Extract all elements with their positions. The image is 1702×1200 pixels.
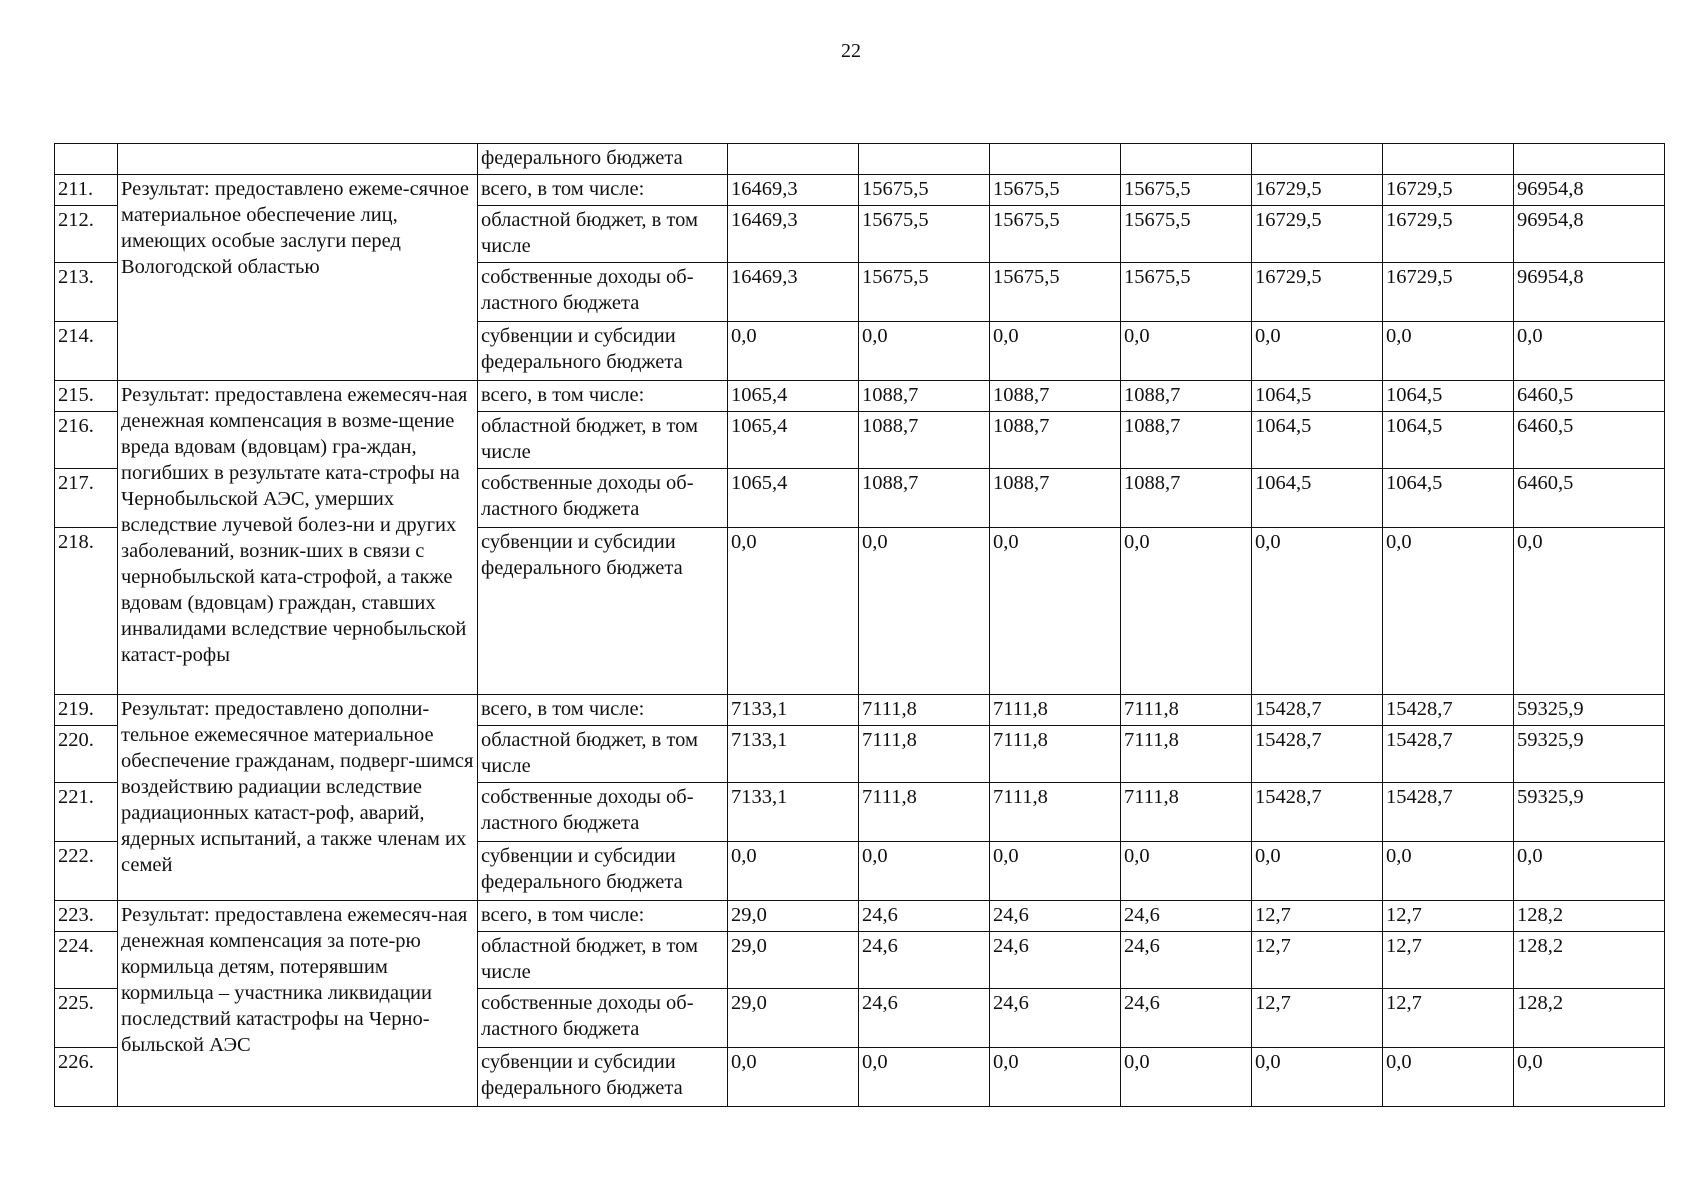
value-cell: 15675,5 <box>990 175 1121 206</box>
value-cell: 1064,5 <box>1252 412 1383 469</box>
value-cell: 1064,5 <box>1252 381 1383 412</box>
value-cell: 1064,5 <box>1383 469 1514 528</box>
value-cell: 0,0 <box>1121 842 1252 901</box>
value-cell: 15675,5 <box>859 175 990 206</box>
value-cell: 16469,3 <box>728 175 859 206</box>
row-number: 224. <box>55 932 118 989</box>
value-cell: 0,0 <box>990 842 1121 901</box>
value-cell: 0,0 <box>728 1048 859 1107</box>
value-cell: 0,0 <box>728 322 859 381</box>
row-number: 225. <box>55 989 118 1048</box>
value-cell: 15675,5 <box>1121 206 1252 263</box>
result-description: Результат: предоставлена ежемесяч-ная денежная компенсация за поте-рю кормильца детям, потерявшим кормильца – участника ликвидации последствий катастрофы на Черно-быльской АЭС <box>118 901 478 1107</box>
value-cell: 24,6 <box>990 901 1121 932</box>
value-cell: 15428,7 <box>1383 783 1514 842</box>
value-cell: 29,0 <box>728 989 859 1048</box>
value-cell: 0,0 <box>1252 842 1383 901</box>
value-cell: 24,6 <box>859 989 990 1048</box>
value-cell: 29,0 <box>728 901 859 932</box>
value-cell: 0,0 <box>859 842 990 901</box>
value-cell: 7111,8 <box>990 726 1121 783</box>
value-cell: 12,7 <box>1383 989 1514 1048</box>
value-cell: 96954,8 <box>1514 263 1665 322</box>
value-cell: 0,0 <box>1514 322 1665 381</box>
value-cell: 16729,5 <box>1252 263 1383 322</box>
funding-source-label: субвенции и субсидии федерального бюджета <box>478 528 728 695</box>
value-cell: 0,0 <box>728 842 859 901</box>
value-cell: 6460,5 <box>1514 469 1665 528</box>
value-cell: 12,7 <box>1252 901 1383 932</box>
row-number: 213. <box>55 263 118 322</box>
value-cell: 24,6 <box>1121 901 1252 932</box>
value-cell: 7133,1 <box>728 695 859 726</box>
row-number: 220. <box>55 726 118 783</box>
value-cell: 7111,8 <box>859 695 990 726</box>
value-cell: 128,2 <box>1514 932 1665 989</box>
value-cell: 15675,5 <box>990 206 1121 263</box>
value-cell: 59325,9 <box>1514 726 1665 783</box>
value-cell: 7133,1 <box>728 726 859 783</box>
row-number: 214. <box>55 322 118 381</box>
row-number: 216. <box>55 412 118 469</box>
value-cell: 24,6 <box>859 932 990 989</box>
value-cell: 1065,4 <box>728 469 859 528</box>
value-cell: 29,0 <box>728 932 859 989</box>
value-cell: 16729,5 <box>1252 206 1383 263</box>
value-cell: 15428,7 <box>1252 695 1383 726</box>
row-number: 221. <box>55 783 118 842</box>
value-cell: 12,7 <box>1383 932 1514 989</box>
value-cell: 16729,5 <box>1383 175 1514 206</box>
funding-source-label: субвенции и субсидии федерального бюджета <box>478 1048 728 1107</box>
value-cell: 0,0 <box>990 322 1121 381</box>
value-cell: 24,6 <box>1121 932 1252 989</box>
value-cell: 15428,7 <box>1252 783 1383 842</box>
funding-source-label: всего, в том числе: <box>478 175 728 206</box>
page-number: 22 <box>841 40 861 62</box>
row-number: 226. <box>55 1048 118 1107</box>
value-cell: 24,6 <box>859 901 990 932</box>
value-cell: 15428,7 <box>1252 726 1383 783</box>
value-cell: 0,0 <box>1121 1048 1252 1107</box>
description-cell <box>118 144 478 175</box>
funding-source-label: областной бюджет, в том числе <box>478 412 728 469</box>
value-cell: 0,0 <box>1121 528 1252 695</box>
num-cell <box>55 144 118 175</box>
funding-source-label: областной бюджет, в том числе <box>478 932 728 989</box>
result-description: Результат: предоставлено ежеме-сячное материальное обеспечение лиц, имеющих особые заслуги перед Вологодской областью <box>118 175 478 381</box>
funding-source-label: собственные доходы об-ластного бюджета <box>478 783 728 842</box>
value-cell: 15675,5 <box>990 263 1121 322</box>
value-cell: 1088,7 <box>1121 412 1252 469</box>
row-number: 222. <box>55 842 118 901</box>
value-cell: 15428,7 <box>1383 726 1514 783</box>
result-description: Результат: предоставлена ежемесяч-ная денежная компенсация в возме-щение вреда вдовам (вдовцам) гра-ждан, погибших в результате ката-строфы на Чернобыльской АЭС, умерших вследствие лучевой болез-ни и других заболеваний, возник-ших в связи с чернобыльской ката-строфой, а также вдовам (вдовцам) граждан, ставших инвалидами вследствие чернобыльской катаст-рофы <box>118 381 478 695</box>
value-cell: 0,0 <box>1383 322 1514 381</box>
value-cell: 0,0 <box>1252 1048 1383 1107</box>
value-cell: 1064,5 <box>1383 381 1514 412</box>
value-cell: 96954,8 <box>1514 175 1665 206</box>
value-cell: 12,7 <box>1383 901 1514 932</box>
table-row <box>55 695 1665 726</box>
funding-source-label: всего, в том числе: <box>478 901 728 932</box>
value-cell: 1065,4 <box>728 381 859 412</box>
funding-source-label: собственные доходы об-ластного бюджета <box>478 469 728 528</box>
value-cell: 16729,5 <box>1383 206 1514 263</box>
table-row <box>55 381 1665 412</box>
value-cell: 7111,8 <box>990 695 1121 726</box>
value-cell: 16729,5 <box>1252 175 1383 206</box>
value-cell: 1088,7 <box>859 412 990 469</box>
value-cell: 1088,7 <box>990 412 1121 469</box>
table-row <box>55 901 1665 932</box>
value-cell <box>1252 144 1383 175</box>
row-number: 218. <box>55 528 118 695</box>
value-cell: 0,0 <box>1252 322 1383 381</box>
value-cell: 59325,9 <box>1514 695 1665 726</box>
value-cell: 0,0 <box>859 322 990 381</box>
value-cell: 12,7 <box>1252 932 1383 989</box>
result-description: Результат: предоставлено дополни-тельное ежемесячное материальное обеспечение гражданам, подверг-шимся воздействию радиации вследствие радиационных катаст-роф, аварий, ядерных испытаний, а также членам их семей <box>118 695 478 901</box>
value-cell: 7111,8 <box>1121 726 1252 783</box>
budget-table <box>54 143 1665 1107</box>
value-cell: 7133,1 <box>728 783 859 842</box>
value-cell: 0,0 <box>728 528 859 695</box>
funding-source-label: областной бюджет, в том числе <box>478 726 728 783</box>
value-cell: 16729,5 <box>1383 263 1514 322</box>
value-cell: 24,6 <box>1121 989 1252 1048</box>
value-cell: 1088,7 <box>859 381 990 412</box>
value-cell: 0,0 <box>1121 322 1252 381</box>
value-cell: 15675,5 <box>859 206 990 263</box>
value-cell: 0,0 <box>1514 528 1665 695</box>
value-cell: 24,6 <box>990 989 1121 1048</box>
value-cell: 96954,8 <box>1514 206 1665 263</box>
row-number: 215. <box>55 381 118 412</box>
value-cell: 7111,8 <box>990 783 1121 842</box>
value-cell: 7111,8 <box>859 726 990 783</box>
value-cell: 7111,8 <box>1121 695 1252 726</box>
value-cell: 15428,7 <box>1383 695 1514 726</box>
value-cell: 1088,7 <box>990 381 1121 412</box>
value-cell: 1064,5 <box>1383 412 1514 469</box>
value-cell: 6460,5 <box>1514 381 1665 412</box>
table-header-continuation-row <box>55 144 1665 175</box>
value-cell <box>859 144 990 175</box>
table-row <box>55 175 1665 206</box>
value-cell: 0,0 <box>990 1048 1121 1107</box>
funding-source-label: собственные доходы об-ластного бюджета <box>478 263 728 322</box>
value-cell: 16469,3 <box>728 206 859 263</box>
value-cell: 12,7 <box>1252 989 1383 1048</box>
value-cell: 59325,9 <box>1514 783 1665 842</box>
value-cell: 0,0 <box>1514 1048 1665 1107</box>
value-cell <box>728 144 859 175</box>
value-cell: 15675,5 <box>1121 263 1252 322</box>
value-cell: 1088,7 <box>1121 381 1252 412</box>
value-cell: 16469,3 <box>728 263 859 322</box>
row-number: 212. <box>55 206 118 263</box>
funding-source-label: всего, в том числе: <box>478 381 728 412</box>
value-cell <box>1514 144 1665 175</box>
value-cell: 15675,5 <box>1121 175 1252 206</box>
value-cell: 1064,5 <box>1252 469 1383 528</box>
value-cell: 0,0 <box>859 528 990 695</box>
value-cell: 1065,4 <box>728 412 859 469</box>
value-cell: 15675,5 <box>859 263 990 322</box>
value-cell <box>1383 144 1514 175</box>
funding-source-cell: федерального бюджета <box>478 144 728 175</box>
value-cell: 128,2 <box>1514 901 1665 932</box>
value-cell: 1088,7 <box>990 469 1121 528</box>
value-cell: 0,0 <box>1383 842 1514 901</box>
value-cell: 0,0 <box>990 528 1121 695</box>
value-cell: 1088,7 <box>859 469 990 528</box>
value-cell: 0,0 <box>1383 528 1514 695</box>
value-cell: 6460,5 <box>1514 412 1665 469</box>
row-number: 219. <box>55 695 118 726</box>
funding-source-label: собственные доходы об-ластного бюджета <box>478 989 728 1048</box>
row-number: 211. <box>55 175 118 206</box>
value-cell: 24,6 <box>990 932 1121 989</box>
value-cell: 0,0 <box>859 1048 990 1107</box>
row-number: 217. <box>55 469 118 528</box>
value-cell: 0,0 <box>1383 1048 1514 1107</box>
value-cell <box>1121 144 1252 175</box>
funding-source-label: всего, в том числе: <box>478 695 728 726</box>
funding-source-label: субвенции и субсидии федерального бюджета <box>478 322 728 381</box>
value-cell: 0,0 <box>1514 842 1665 901</box>
value-cell: 0,0 <box>1252 528 1383 695</box>
row-number: 223. <box>55 901 118 932</box>
funding-source-label: областной бюджет, в том числе <box>478 206 728 263</box>
value-cell <box>990 144 1121 175</box>
value-cell: 7111,8 <box>1121 783 1252 842</box>
funding-source-label: субвенции и субсидии федерального бюджета <box>478 842 728 901</box>
value-cell: 128,2 <box>1514 989 1665 1048</box>
value-cell: 1088,7 <box>1121 469 1252 528</box>
value-cell: 7111,8 <box>859 783 990 842</box>
